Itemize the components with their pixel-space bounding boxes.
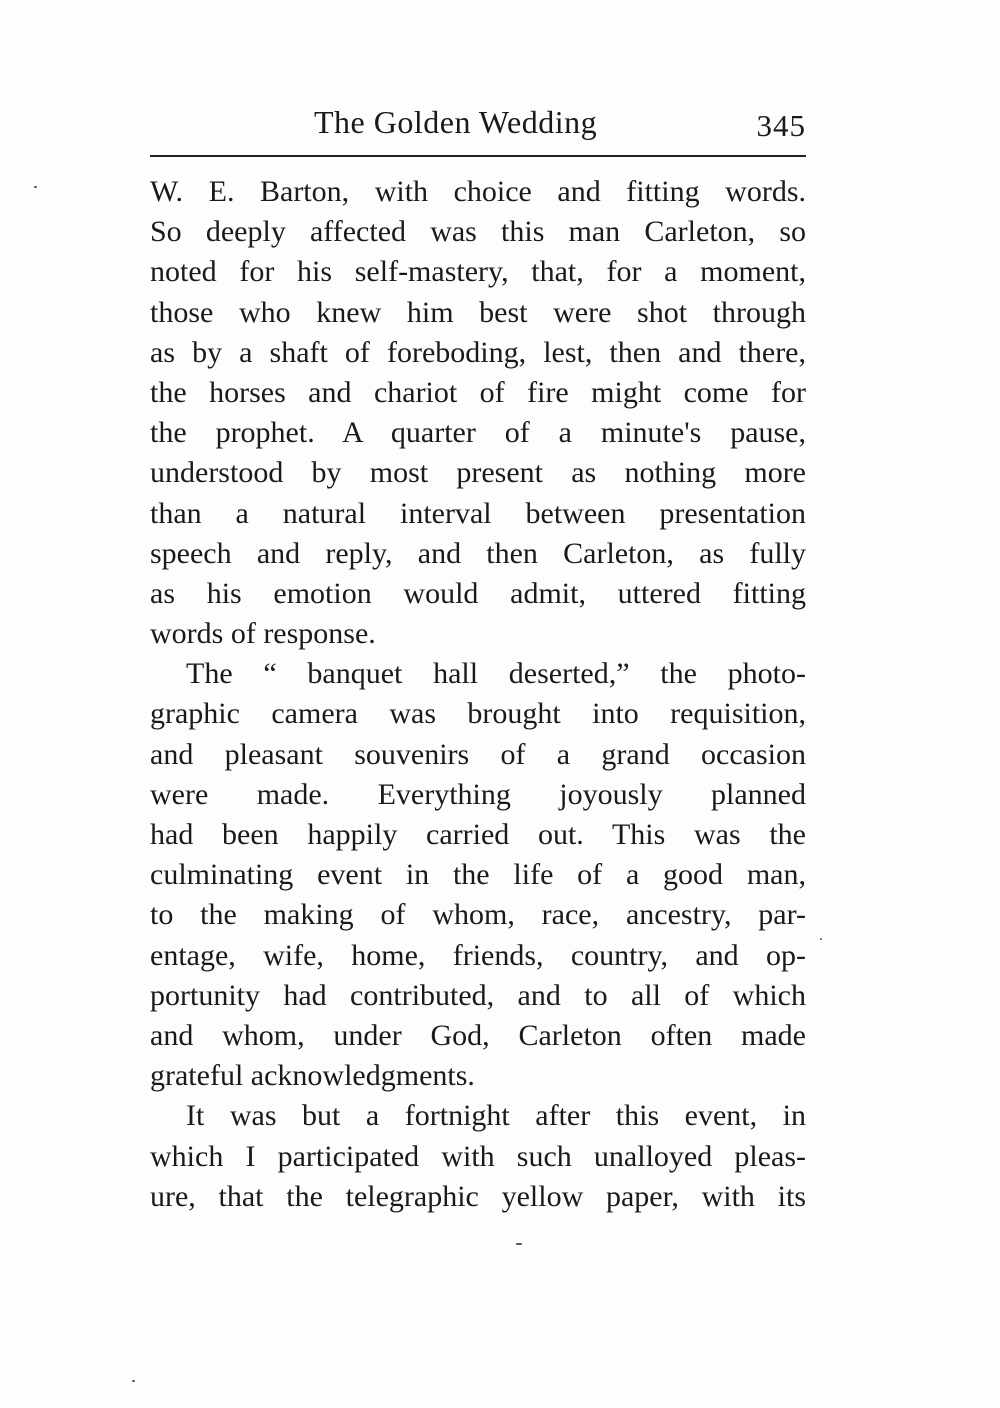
- text-line: to the making of whom, race, ancestry, par-: [150, 898, 806, 932]
- scan-speck: [516, 1243, 522, 1245]
- text-line: words of response.: [150, 617, 376, 651]
- scan-speck: [820, 938, 822, 940]
- text-line: grateful acknowledgments.: [150, 1059, 475, 1093]
- text-line: had been happily carried out. This was the: [150, 818, 806, 851]
- text-line: W. E. Barton, with choice and fitting words.: [150, 175, 806, 208]
- text-line: graphic camera was brought into requisition,: [150, 697, 806, 731]
- page-header: [150, 100, 806, 156]
- text-line: So deeply affected was this man Carleton, so: [150, 215, 806, 249]
- page-number: 345: [756, 108, 806, 143]
- body-text: [150, 172, 806, 1217]
- text-line: which I participated with such unalloyed pleas-: [150, 1139, 806, 1173]
- text-line: as by a shaft of foreboding, lest, then and there,: [150, 335, 806, 369]
- text-line: ure, that the telegraphic yellow paper, with its: [150, 1179, 806, 1213]
- text-line: speech and reply, and then Carleton, as fully: [150, 536, 806, 570]
- text-line: than a natural interval between presentation: [150, 496, 806, 530]
- text-line: those who knew him best were shot through: [150, 295, 806, 329]
- text-line: noted for his self-mastery, that, for a moment,: [150, 255, 806, 289]
- text-line: the prophet. A quarter of a minute's pause,: [150, 416, 806, 450]
- text-line: were made. Everything joyously planned: [150, 777, 806, 811]
- text-line: portunity had contributed, and to all of which: [150, 978, 806, 1012]
- text-line: and pleasant souvenirs of a grand occasion: [150, 737, 806, 771]
- running-title: The Golden Wedding: [314, 104, 598, 140]
- text-line: understood by most present as nothing more: [150, 456, 806, 490]
- scan-speck: [34, 186, 37, 188]
- text-line: as his emotion would admit, uttered fitting: [150, 576, 806, 610]
- text-line: culminating event in the life of a good man,: [150, 858, 806, 892]
- text-line: entage, wife, home, friends, country, and op-: [150, 938, 806, 972]
- header-rule: [150, 155, 806, 157]
- text-line: It was but a fortnight after this event, in: [186, 1099, 806, 1133]
- text-line: The “ banquet hall deserted,” the photo-: [186, 657, 806, 691]
- scan-speck: [132, 1380, 135, 1382]
- text-line: the horses and chariot of fire might come for: [150, 375, 806, 409]
- text-line: and whom, under God, Carleton often made: [150, 1018, 806, 1052]
